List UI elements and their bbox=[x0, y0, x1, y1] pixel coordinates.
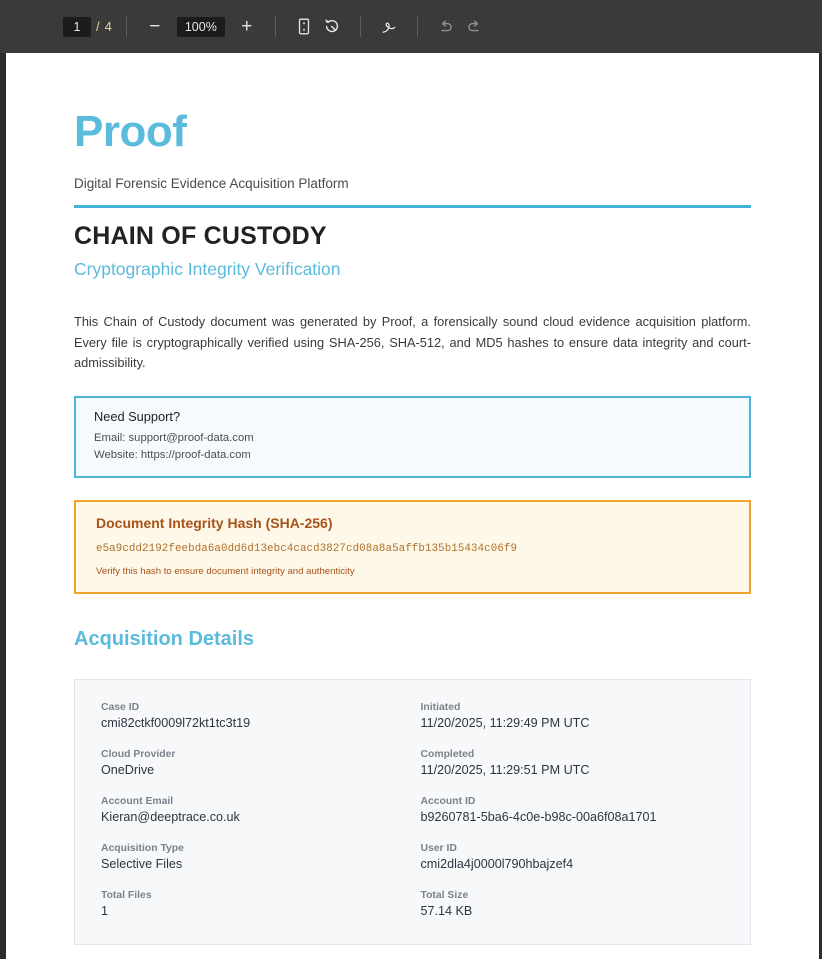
integrity-hash-note: Verify this hash to ensure document integrity and authenticity bbox=[96, 566, 355, 578]
fit-page-icon bbox=[296, 18, 312, 35]
detail-value: 11/20/2025, 11:29:51 PM UTC bbox=[420, 763, 590, 778]
document-subtitle: Cryptographic Integrity Verification bbox=[74, 259, 341, 279]
page-separator: / bbox=[96, 19, 100, 34]
detail-case-id bbox=[101, 702, 405, 730]
redo-button[interactable] bbox=[460, 13, 488, 41]
detail-label: Case ID bbox=[101, 702, 140, 714]
undo-icon bbox=[437, 18, 455, 36]
brand-title: Proof bbox=[74, 107, 187, 156]
detail-total-size bbox=[421, 890, 725, 918]
detail-label: User ID bbox=[420, 843, 457, 855]
detail-value: OneDrive bbox=[101, 763, 155, 778]
detail-label: Account Email bbox=[101, 796, 174, 808]
ink-annotate-icon bbox=[380, 18, 398, 36]
zoom-controls-group bbox=[141, 13, 261, 41]
detail-total-files bbox=[101, 890, 405, 918]
detail-label: Initiated bbox=[420, 702, 461, 714]
detail-user-id bbox=[421, 843, 725, 871]
detail-acquisition-type bbox=[101, 843, 405, 871]
toolbar-divider bbox=[360, 16, 361, 37]
zoom-out-button[interactable] bbox=[141, 13, 169, 41]
pdf-page-content bbox=[6, 53, 819, 945]
toolbar-divider bbox=[417, 16, 418, 37]
detail-label: Total Size bbox=[420, 890, 469, 902]
total-pages-label: 4 bbox=[104, 19, 112, 34]
acquisition-details-grid bbox=[101, 702, 724, 918]
acquisition-details-heading: Acquisition Details bbox=[74, 628, 255, 651]
support-title: Need Support? bbox=[94, 409, 181, 425]
detail-value: Selective Files bbox=[101, 857, 183, 872]
rotate-button[interactable] bbox=[318, 13, 346, 41]
document-title: CHAIN OF CUSTODY bbox=[74, 222, 327, 250]
integrity-hash-title: Document Integrity Hash (SHA-256) bbox=[96, 515, 333, 532]
fit-page-button[interactable] bbox=[290, 13, 318, 41]
ink-annotate-button[interactable] bbox=[375, 13, 403, 41]
intro-paragraph: This Chain of Custody document was generated by Proof, a forensically sound cloud evidence acquisition platform. Every file is cryptographically verified using SHA-256, SHA-512, and MD5 hashes to ensure data integrity and court-admissibility. bbox=[74, 314, 751, 371]
pdf-viewer-toolbar bbox=[0, 0, 822, 53]
header-divider-rule bbox=[74, 205, 751, 208]
brand-subtitle: Digital Forensic Evidence Acquisition Platform bbox=[74, 176, 349, 191]
support-website-line: Website: https://proof-data.com bbox=[94, 449, 251, 462]
pdf-page-canvas bbox=[6, 53, 819, 959]
detail-account-email bbox=[101, 796, 405, 824]
detail-label: Completed bbox=[420, 749, 475, 761]
detail-value: b9260781-5ba6-4c0e-b98c-00a6f08a1701 bbox=[420, 810, 657, 825]
detail-label: Acquisition Type bbox=[101, 843, 184, 855]
toolbar-divider bbox=[126, 16, 127, 37]
plus-icon: + bbox=[241, 16, 253, 37]
detail-initiated bbox=[421, 702, 725, 730]
detail-completed bbox=[421, 749, 725, 777]
detail-value: 11/20/2025, 11:29:49 PM UTC bbox=[420, 716, 590, 731]
detail-label: Cloud Provider bbox=[101, 749, 176, 761]
toolbar-divider bbox=[275, 16, 276, 37]
page-number-input[interactable] bbox=[63, 17, 91, 37]
detail-value: 57.14 KB bbox=[420, 904, 473, 919]
integrity-hash-value: e5a9cdd2192feebda6a0dd6d13ebc4cacd3827cd08a8a5affb135b15434c06f9 bbox=[96, 543, 518, 556]
undo-button[interactable] bbox=[432, 13, 460, 41]
zoom-in-button[interactable] bbox=[233, 13, 261, 41]
redo-icon bbox=[465, 18, 483, 36]
detail-value: 1 bbox=[101, 904, 109, 919]
zoom-level-display[interactable]: 100% bbox=[177, 17, 225, 37]
detail-label: Total Files bbox=[101, 890, 152, 902]
rotate-icon bbox=[322, 17, 341, 36]
integrity-hash-callout bbox=[74, 500, 751, 594]
detail-cloud-provider bbox=[101, 749, 405, 777]
minus-icon: − bbox=[149, 16, 161, 37]
detail-value: Kieran@deeptrace.co.uk bbox=[101, 810, 240, 825]
detail-value: cmi2dla4j0000l790hbajzef4 bbox=[420, 857, 574, 872]
support-email-line: Email: support@proof-data.com bbox=[94, 432, 254, 445]
support-callout bbox=[74, 396, 751, 478]
detail-account-id bbox=[421, 796, 725, 824]
detail-value: cmi82ctkf0009l72kt1tc3t19 bbox=[101, 716, 251, 731]
acquisition-details-panel bbox=[74, 679, 751, 945]
detail-label: Account ID bbox=[420, 796, 476, 808]
page-navigation-group bbox=[63, 17, 112, 37]
